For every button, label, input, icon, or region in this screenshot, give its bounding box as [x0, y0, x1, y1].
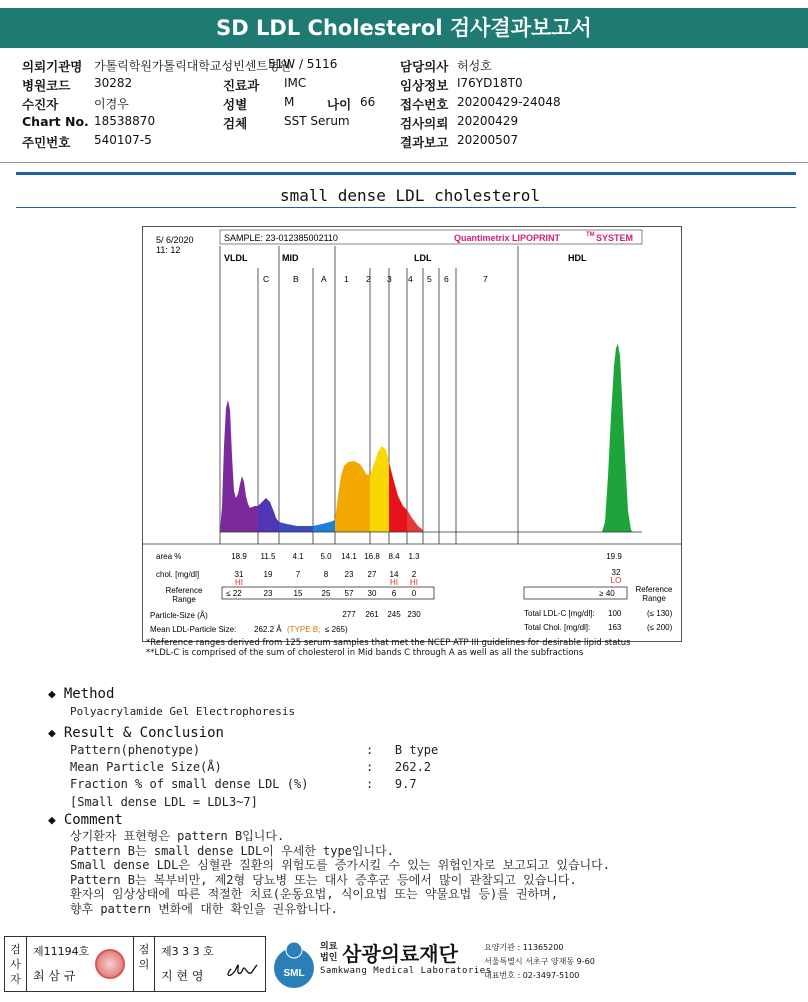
result-value: B type: [394, 743, 439, 757]
org-phone: 대표번호 : 02-3497-5100: [484, 971, 580, 980]
value-chart-no: 18538870: [94, 114, 156, 128]
band-2: 2: [366, 274, 371, 284]
flag-vldl: HI: [235, 578, 243, 587]
signature-box: [4, 936, 266, 992]
comment-line: Pattern B는 small dense LDL이 우세한 type입니다.: [70, 843, 394, 858]
result-value: 9.7: [394, 777, 417, 791]
label-chart-no: Chart No.: [22, 114, 89, 129]
value-clinical-info: I76YD18T0: [457, 76, 523, 90]
area-vldl: 18.9: [231, 552, 247, 561]
value-department: IMC: [284, 76, 307, 90]
seal-stamp-icon: [95, 949, 125, 979]
ref-label-2: Range: [172, 595, 196, 604]
group-vldl: VLDL: [224, 253, 248, 263]
ref-vldl: ≤ 22: [226, 589, 242, 598]
result-value-pattern: : B type: [366, 743, 439, 757]
chol-vldl: 31: [234, 570, 244, 579]
label-sex: 성별: [223, 97, 248, 112]
band-a: A: [321, 274, 327, 284]
band-1: 1: [344, 274, 349, 284]
footer: [0, 934, 808, 1002]
total-ldl-ref: (≤ 130): [647, 609, 673, 618]
org-english-name: Samkwang Medical Laboratories: [320, 966, 492, 976]
result-row-fraction: [70, 777, 308, 791]
value-sex: M: [284, 95, 295, 109]
band-6: 6: [444, 274, 449, 284]
band-c: C: [263, 274, 270, 284]
section-bottom-rule: [16, 207, 796, 208]
chol-c: 19: [263, 570, 273, 579]
flag-l4: HI: [410, 578, 418, 587]
comment-line: 향후 pattern 변화에 대한 확인을 권유합니다.: [70, 901, 338, 916]
value-patient: 이경우: [94, 97, 129, 111]
value-ward: 51W / 5116: [268, 57, 338, 71]
ref-c: 23: [263, 589, 273, 598]
chart-date: 5/ 6/2020: [156, 235, 194, 245]
sml-logo-icon: [272, 938, 316, 990]
comment-line: Pattern B는 복부비만, 제2형 당뇨병 또는 대사 증후군 등에서 많이 관찰되고 있습니다.: [70, 872, 577, 887]
chart-notes: [146, 638, 631, 658]
checker-name: 지 현 영: [161, 969, 204, 983]
band-b: B: [293, 274, 299, 284]
comment-line: 상기환자 표현형은 pattern B입니다.: [70, 829, 285, 843]
total-ldl-label: Total LDL-C [mg/dl]:: [524, 609, 595, 618]
label-clinical-info: 임상정보: [400, 78, 449, 93]
value-age: 66: [360, 95, 376, 109]
flag-hdl: LO: [610, 576, 622, 585]
label-receipt-no: 접수번호: [400, 97, 449, 112]
chart-sample-id: SAMPLE: 23-012385002110: [224, 233, 338, 243]
chol-l2: 27: [367, 570, 377, 579]
label-id-number: 주민번호: [22, 135, 71, 150]
chart-brand: Quantimetrix LIPOPRINT: [454, 233, 561, 243]
chart-brand-tm: TM: [586, 232, 595, 238]
comment-line: 환자의 임상상태에 따른 적절한 치료(운동요법, 식이요법 또는 약물요법 등)를 권하며,: [70, 887, 559, 901]
total-chol-label: Total Chol. [mg/dl]:: [524, 623, 591, 632]
diamond-icon: ◆: [48, 687, 56, 702]
result-value-fraction: : 9.7: [366, 777, 417, 791]
area-a: 5.0: [320, 552, 332, 561]
method-heading: ◆ Method: [48, 686, 115, 702]
label-age: 나이: [327, 97, 352, 112]
band-4: 4: [408, 274, 413, 284]
area-c: 11.5: [260, 552, 276, 561]
band-5: 5: [427, 274, 432, 284]
mean-ref: ≤ 265): [325, 625, 348, 634]
total-ldl-value: 100: [608, 609, 622, 618]
institution-code: 요양기관 : 11365200: [484, 943, 564, 952]
ref-range-right-2: Range: [642, 594, 666, 603]
chol-l1: 23: [344, 570, 354, 579]
area-l1: 14.1: [341, 552, 357, 561]
chol-hdl: 32: [611, 568, 621, 577]
area-l2: 16.8: [364, 552, 380, 561]
ref-a: 25: [321, 589, 331, 598]
result-heading: ◆ Result & Conclusion: [48, 725, 224, 741]
value-doctor: 허성호: [457, 59, 492, 73]
examiner-no: 제11194호: [33, 945, 90, 958]
checker-no: 제3 3 3 호: [161, 945, 214, 958]
ref-l2: 30: [367, 589, 377, 598]
sml-logo-text: SML: [283, 968, 305, 979]
label-request-date: 검사의뢰: [400, 116, 449, 131]
label-hospital-code: 병원코드: [22, 78, 71, 93]
area-hdl: 19.9: [606, 552, 622, 561]
label-specimen: 검체: [223, 116, 248, 131]
result-row-pattern: [70, 743, 200, 757]
chol-l3: 14: [389, 570, 399, 579]
method-text: Polyacrylamide Gel Electrophoresis: [70, 705, 296, 718]
value-hospital-code: 30282: [94, 76, 133, 90]
result-key: Pattern(phenotype): [70, 743, 201, 757]
ref-l3: 6: [391, 589, 397, 598]
value-id-number: 540107-5: [94, 133, 152, 147]
total-chol-value: 163: [608, 623, 622, 632]
mean-size-label: Mean LDL-Particle Size:: [150, 625, 237, 634]
chol-label: chol. [mg/dl]: [156, 570, 200, 579]
report-title: SD LDL Cholesterol 검사결과보고서: [0, 8, 808, 48]
flag-l3: HI: [390, 578, 398, 587]
section-top-rule: [16, 172, 796, 175]
org-address: 서울특별시 서초구 양재동 9-60: [484, 957, 595, 966]
value-institution: 가톨릭학원가톨릭대학교성빈센트병원: [94, 59, 292, 73]
group-mid: MID: [282, 253, 299, 263]
value-receipt-no: 20200429-24048: [457, 95, 561, 109]
signature-icon: [223, 955, 261, 981]
note-reference: *Reference ranges derived from 125 serum samples that met the NCEP ATP III guidelines for desirable lipid status: [146, 638, 631, 648]
chart-time: 11: 12: [156, 245, 181, 255]
org-name: 삼광의료재단: [342, 942, 458, 966]
diamond-icon: ◆: [48, 726, 56, 741]
group-hdl: HDL: [568, 253, 587, 263]
label-patient: 수진자: [22, 97, 59, 112]
examiner-label: 검사자: [5, 937, 27, 991]
note-ldl: **LDL-C is comprised of the sum of cholesterol in Mid bands C through A as well as all the subfractions: [146, 648, 584, 658]
ref-hdl: ≥ 40: [599, 589, 615, 598]
mean-type: (TYPE B;: [287, 625, 321, 634]
total-chol-ref: (≤ 200): [647, 623, 673, 632]
label-institution: 의뢰기관명: [22, 59, 83, 74]
ref-l4: 0: [411, 589, 417, 598]
area-l3: 8.4: [388, 552, 400, 561]
chart-brand-system: SYSTEM: [596, 233, 634, 243]
comment-line: Small dense LDL은 심혈관 질환의 위험도를 증가시킬 수 있는 위험인자로 보고되고 있습니다.: [70, 858, 610, 872]
mean-size-value: 262.2 Å: [254, 625, 282, 634]
particle-label: Particle-Size (Å): [150, 611, 208, 620]
label-doctor: 담당의사: [400, 59, 449, 74]
area-l4: 1.3: [408, 552, 420, 561]
result-key: Mean Particle Size(Å): [70, 760, 222, 774]
diamond-icon: ◆: [48, 813, 56, 828]
band-7: 7: [483, 274, 488, 284]
lipoprint-chart: [142, 226, 682, 642]
chol-l4: 2: [411, 570, 417, 579]
ref-label-1: Reference: [165, 586, 203, 595]
result-note: [Small dense LDL = LDL3~7]: [70, 795, 258, 809]
result-key: Fraction % of small dense LDL (%): [70, 777, 309, 791]
chol-b: 7: [295, 570, 301, 579]
comment-heading: ◆ Comment: [48, 812, 123, 828]
checker-label: 점의: [133, 937, 155, 991]
examiner-name: 최 삼 규: [33, 969, 76, 983]
value-request-date: 20200429: [457, 114, 519, 128]
org-type: 의료 법인: [320, 942, 338, 963]
group-ldl: LDL: [414, 253, 432, 263]
result-value-size: : 262.2: [366, 760, 432, 774]
ref-range-right-1: Reference: [635, 585, 673, 594]
particle-l1: 277: [342, 610, 356, 619]
comment-body: [70, 829, 610, 916]
label-department: 진료과: [223, 78, 260, 93]
header-divider: [0, 162, 808, 163]
particle-l4: 230: [407, 610, 421, 619]
result-value: 262.2: [394, 760, 432, 774]
value-report-date: 20200507: [457, 133, 519, 147]
chol-a: 8: [323, 570, 329, 579]
particle-l2: 261: [365, 610, 379, 619]
area-b: 4.1: [292, 552, 304, 561]
value-specimen: SST Serum: [284, 114, 350, 128]
area-label: area %: [156, 552, 182, 561]
particle-l3: 245: [387, 610, 401, 619]
label-report-date: 결과보고: [400, 135, 449, 150]
ref-b: 15: [293, 589, 303, 598]
band-3: 3: [387, 274, 392, 284]
result-row-size: [70, 760, 222, 774]
section-title: small dense LDL cholesterol: [279, 186, 541, 205]
ref-l1: 57: [344, 589, 354, 598]
